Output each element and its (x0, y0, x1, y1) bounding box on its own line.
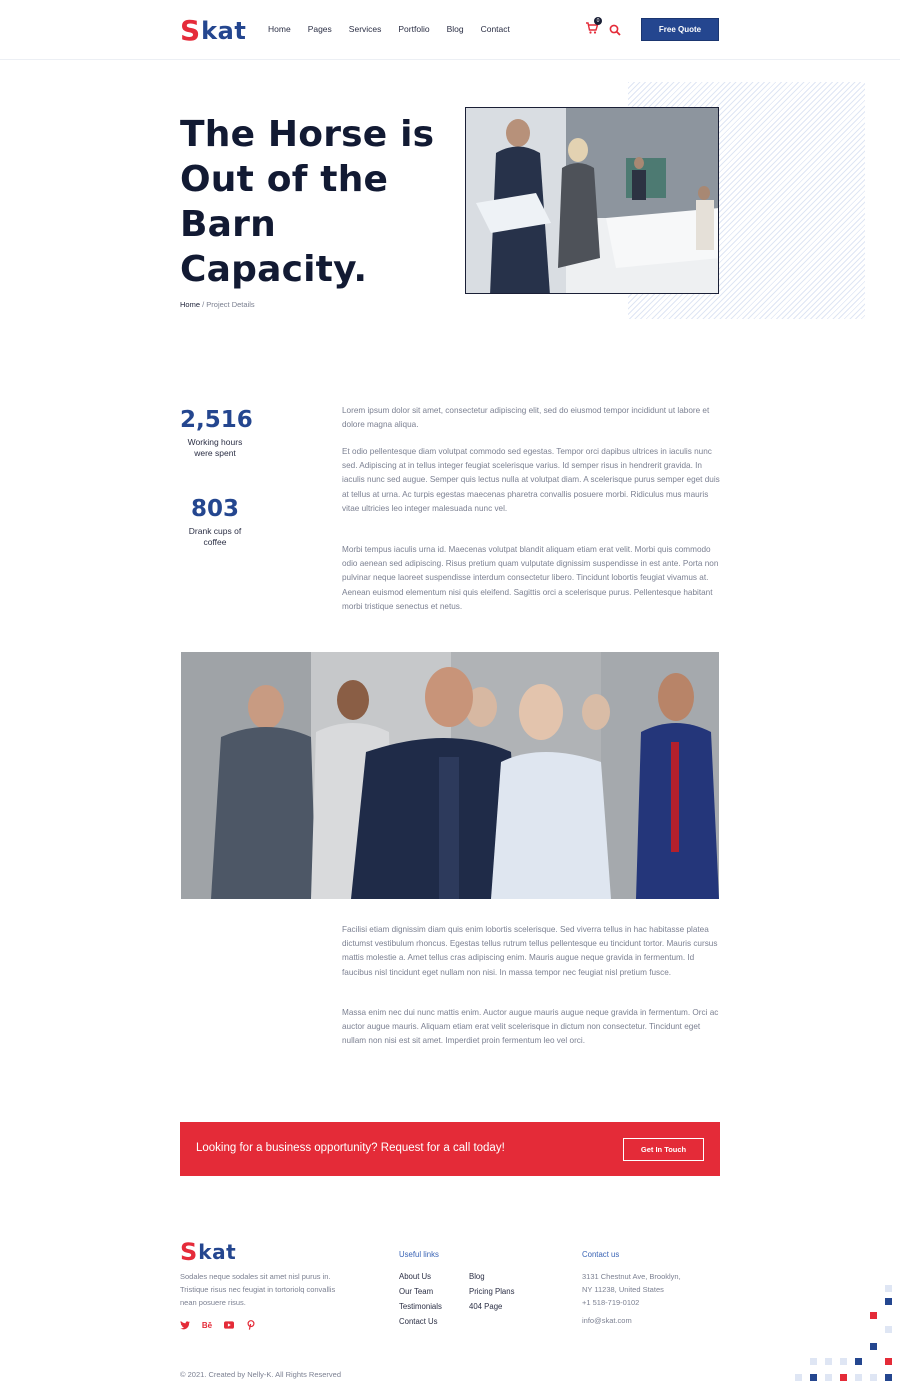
footer-logo[interactable] (180, 1240, 236, 1264)
stat-working-hours (180, 407, 253, 459)
body-paragraph: Morbi tempus iaculis urna id. Maecenas volutpat blandit aliquam etiam erat velit. Morbi quis commodo odio aenean sed adipiscing. Risus pretium quam vulputate dignissim suspendisse in est ante. Porta non pulvinar neque laoreet suspendisse interdum consectetur libero. Tincidunt lobortis feugiat vivamus at. Aenean euismod elementum nisi quis eleifend. Sagittis orci a scelerisque purus. Pellentesque habitant morbi tristique senectus et netus. (342, 545, 719, 611)
address-line: 3131 Chestnut Ave, Brooklyn, (582, 1272, 681, 1281)
cta-banner (180, 1122, 720, 1176)
breadcrumb-home[interactable]: Home (180, 300, 201, 309)
logo[interactable] (180, 16, 246, 46)
breadcrumb-current: Project Details (206, 300, 255, 309)
stat-value: 803 (190, 496, 239, 522)
intro-paragraph: Lorem ipsum dolor sit amet, consectetur adipiscing elit, sed do eiusmod tempor incididunt ut labore et dolore magna aliqua. (342, 406, 710, 430)
contact-address (582, 1270, 681, 1309)
stat-value: 2,516 (180, 407, 253, 433)
cta-text: Looking for a business opportunity? Request for a call today! (196, 1142, 505, 1154)
nav-pages[interactable]: Pages (307, 24, 332, 34)
hero-office-photo (465, 107, 719, 294)
breadcrumb-separator: / (200, 300, 207, 309)
stat-coffee (180, 496, 250, 548)
address-line: NY 11238, United States (582, 1285, 664, 1294)
logo-mark: S (180, 1238, 198, 1266)
team-photo (181, 652, 719, 899)
footer-link-testimonials[interactable]: Testimonials (399, 1302, 442, 1311)
get-in-touch-button[interactable]: Get In Touch (623, 1138, 704, 1161)
pinterest-icon[interactable] (246, 1320, 256, 1330)
footer-link-blog[interactable]: Blog (469, 1272, 485, 1281)
footer-link-contact[interactable]: Contact Us (399, 1317, 438, 1326)
nav-services[interactable]: Services (348, 24, 382, 34)
footer-link-404[interactable]: 404 Page (469, 1302, 503, 1311)
nav-home[interactable]: Home (268, 24, 291, 34)
body-paragraph: Et odio pellentesque diam volutpat commodo sed egestas. Tempor orci dapibus ultrices in iaculis nunc sed. Adipiscing at in tellus integer feugiat scelerisque varius. Id semper risus in hendrerit gravida. In iaculis nunc sed augue. Semper quis lectus nulla at volutpat diam. A scelerisque purus semper eget duis at tellus at urna. Ac turpis egestas maecenas pharetra convallis posuere morbi. Ridiculus mus mauris vitae ultricies leo integer malesuada nunc vel. (342, 447, 720, 513)
breadcrumb (180, 300, 255, 309)
cart-count-badge: 0 (594, 17, 602, 25)
contact-heading: Contact us (582, 1250, 620, 1259)
twitter-icon[interactable] (180, 1320, 190, 1330)
site-header (0, 0, 900, 60)
footer-description: Sodales neque sodales sit amet nisl purus in. Tristique risus nec feugiat in tortoriolq convallis nean posuere risus. (180, 1272, 336, 1307)
logo-text: kat (198, 1240, 237, 1264)
stat-label: Working hours were spent (187, 437, 243, 458)
search-icon[interactable] (609, 23, 621, 35)
nav-contact[interactable]: Contact (480, 24, 510, 34)
logo-mark: S (180, 14, 201, 47)
footer-link-about[interactable]: About Us (399, 1272, 432, 1281)
behance-icon[interactable]: Bē (201, 1320, 213, 1330)
page-title: The Horse is Out of the Barn Capacity. (180, 114, 435, 290)
contact-phone[interactable]: +1 518-719-0102 (582, 1298, 640, 1307)
contact-email[interactable]: info@skat.com (582, 1316, 632, 1325)
social-links (180, 1320, 256, 1330)
body-paragraph: Massa enim nec dui nunc mattis enim. Auctor augue mauris augue neque gravida in fermentum. Orci ac auctor augue mauris. Aliquam etiam erat velit scelerisque in dictum non consectetur. Tincidunt eget nullam non nisi est sit amet. Imperdiet proin fermentum leo vel orci. (342, 1008, 719, 1046)
youtube-icon[interactable] (224, 1320, 234, 1330)
nav-blog[interactable]: Blog (446, 24, 464, 34)
cart-icon[interactable] (585, 18, 600, 35)
logo-text: kat (201, 17, 247, 45)
main-nav (268, 24, 527, 34)
footer-link-pricing[interactable]: Pricing Plans (469, 1287, 515, 1296)
body-paragraph: Facilisi etiam dignissim diam quis enim lobortis scelerisque. Sed viverra tellus in hac habitasse platea dictumst vestibulum rhoncus. Egestas tellus rutrum tellus pellentesque eu tincidunt tortor. Mauris cursus mattis molestie a. Amet tellus cras adipiscing enim. Mauris augue neque gravida in fermentum. Id faucibus nisl tincidunt eget nullam non nisi. In massa tempor nec feugiat nisl pretium fusce. (342, 925, 718, 977)
stat-label: Drank cups of coffee (188, 526, 242, 547)
footer-link-team[interactable]: Our Team (399, 1287, 434, 1296)
nav-portfolio[interactable]: Portfolio (398, 24, 430, 34)
copyright: © 2021. Created by Nelly-K. All Rights Reserved (180, 1370, 342, 1379)
free-quote-button[interactable]: Free Quote (641, 18, 719, 41)
useful-links-heading: Useful links (399, 1250, 439, 1259)
